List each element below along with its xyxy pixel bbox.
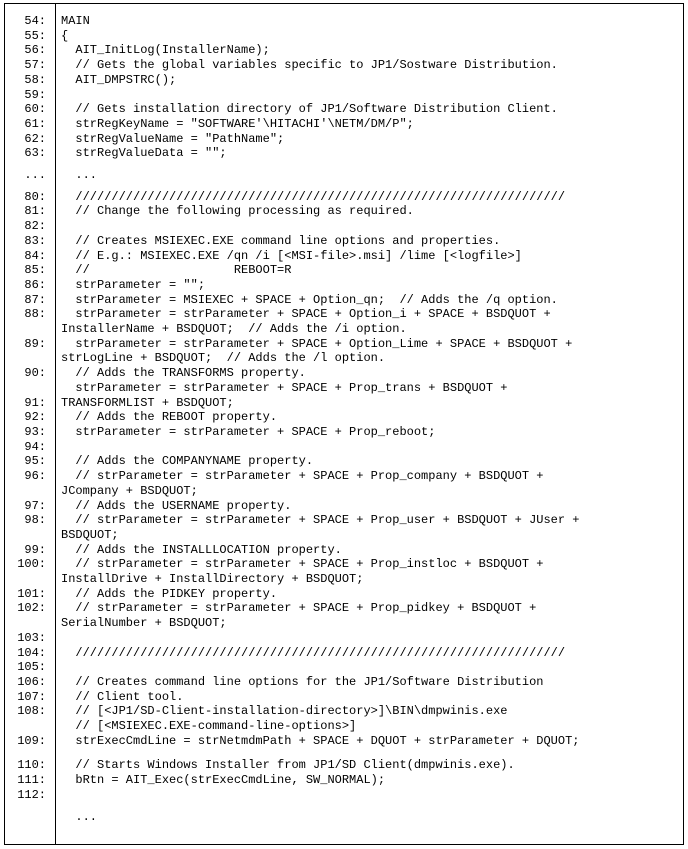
code-line bbox=[0, 513, 680, 528]
code-line bbox=[0, 616, 680, 631]
line-number: 108: bbox=[17, 704, 46, 719]
line-number: 112: bbox=[17, 787, 46, 802]
line-number: 63: bbox=[24, 146, 46, 161]
line-number: 102: bbox=[17, 601, 46, 616]
line-number bbox=[0, 381, 46, 396]
code-line bbox=[0, 601, 680, 616]
code-line bbox=[0, 528, 680, 543]
code-text: // Adds the INSTALLLOCATION property. bbox=[61, 542, 342, 557]
code-line bbox=[0, 73, 680, 88]
code-text: strParameter = strParameter + SPACE + Prop_trans + BSDQUOT + bbox=[61, 380, 508, 395]
code-text: BSDQUOT; bbox=[61, 527, 119, 542]
line-number: 107: bbox=[17, 689, 46, 704]
code-line bbox=[0, 102, 680, 117]
code-line bbox=[0, 396, 680, 411]
code-text: // strParameter = strParameter + SPACE + Prop_pidkey + BSDQUOT + bbox=[61, 601, 537, 616]
line-number: 96: bbox=[24, 469, 46, 484]
code-text: strRegValueData = ""; bbox=[61, 146, 227, 161]
code-text: TRANSFORMLIST + BSDQUOT; bbox=[61, 395, 234, 410]
code-text: strParameter = strParameter + SPACE + Option_Lime + SPACE + BSDQUOT + bbox=[61, 336, 573, 351]
line-number: 90: bbox=[24, 366, 46, 381]
code-line bbox=[0, 660, 680, 675]
line-number: 59: bbox=[24, 87, 46, 102]
code-text: JCompany + BSDQUOT; bbox=[61, 483, 198, 498]
line-number: 106: bbox=[17, 674, 46, 689]
line-number: 110: bbox=[17, 758, 46, 773]
line-number: 95: bbox=[24, 454, 46, 469]
line-number: 56: bbox=[24, 43, 46, 58]
line-number: 105: bbox=[17, 660, 46, 675]
code-line bbox=[0, 43, 680, 58]
code-line bbox=[0, 704, 680, 719]
code-text: strRegKeyName = "SOFTWARE'\HITACHI'\NETM/DM/P"; bbox=[61, 116, 414, 131]
code-text: // Creates MSIEXEC.EXE command line options and properties. bbox=[61, 233, 501, 248]
code-line bbox=[0, 293, 680, 308]
code-line bbox=[0, 675, 680, 690]
code-text: // strParameter = strParameter + SPACE + Prop_instloc + BSDQUOT + bbox=[61, 557, 544, 572]
code-text: SerialNumber + BSDQUOT; bbox=[61, 616, 227, 631]
code-text: // Creates command line options for the JP1/Software Distribution bbox=[61, 674, 544, 689]
line-number bbox=[0, 616, 46, 631]
line-number: 111: bbox=[17, 773, 46, 788]
code-line bbox=[0, 543, 680, 558]
code-text: { bbox=[61, 28, 69, 43]
code-line bbox=[0, 337, 680, 352]
code-line bbox=[0, 263, 680, 278]
line-number: 104: bbox=[17, 645, 46, 660]
code-line bbox=[0, 572, 680, 587]
code-text: AIT_DMPSTRC(); bbox=[61, 72, 177, 87]
code-text: InstallDrive + InstallDirectory + BSDQUOT; bbox=[61, 572, 364, 587]
code-line bbox=[0, 58, 680, 73]
line-gap bbox=[0, 183, 680, 190]
code-line bbox=[0, 351, 680, 366]
code-line bbox=[0, 219, 680, 234]
code-line bbox=[0, 454, 680, 469]
code-line bbox=[0, 758, 680, 773]
code-line bbox=[0, 117, 680, 132]
line-number: 103: bbox=[17, 630, 46, 645]
line-number bbox=[0, 719, 46, 734]
code-line bbox=[0, 29, 680, 44]
line-number: 101: bbox=[17, 586, 46, 601]
line-number: 92: bbox=[24, 410, 46, 425]
code-text: // Adds the REBOOT property. bbox=[61, 410, 278, 425]
code-text: ... bbox=[61, 809, 98, 824]
code-line bbox=[0, 249, 680, 264]
code-text: strParameter = strParameter + SPACE + Option_i + SPACE + BSDQUOT + bbox=[61, 307, 551, 322]
code-line bbox=[0, 146, 680, 161]
code-line bbox=[0, 278, 680, 293]
code-line bbox=[0, 719, 680, 734]
code-text: strParameter = strParameter + SPACE + Prop_reboot; bbox=[61, 424, 436, 439]
line-number bbox=[0, 484, 46, 499]
line-number: 83: bbox=[24, 233, 46, 248]
code-text: // Change the following processing as required. bbox=[61, 204, 414, 219]
code-line bbox=[0, 734, 680, 749]
code-lines bbox=[0, 14, 680, 824]
code-line bbox=[0, 484, 680, 499]
line-number: 84: bbox=[24, 248, 46, 263]
code-line bbox=[0, 646, 680, 661]
code-text: // strParameter = strParameter + SPACE + Prop_user + BSDQUOT + JUser + bbox=[61, 513, 580, 528]
line-number: 81: bbox=[24, 204, 46, 219]
code-line bbox=[0, 381, 680, 396]
line-number bbox=[0, 810, 46, 825]
code-text: //////////////////////////////////////////////////////////////////// bbox=[61, 189, 566, 204]
code-text: bRtn = AIT_Exec(strExecCmdLine, SW_NORMAL); bbox=[61, 773, 386, 788]
line-number: 62: bbox=[24, 131, 46, 146]
code-line bbox=[0, 425, 680, 440]
code-text: // Adds the USERNAME property. bbox=[61, 498, 292, 513]
code-text: strLogLine + BSDQUOT; // Adds the /l option. bbox=[61, 351, 386, 366]
line-number: 55: bbox=[24, 28, 46, 43]
line-number: 91: bbox=[24, 395, 46, 410]
code-line bbox=[0, 810, 680, 825]
line-number: 85: bbox=[24, 263, 46, 278]
line-number bbox=[0, 572, 46, 587]
code-line bbox=[0, 132, 680, 147]
code-text: // Gets the global variables specific to JP1/Sostware Distribution. bbox=[61, 58, 558, 73]
line-number: 109: bbox=[17, 733, 46, 748]
line-number: 60: bbox=[24, 102, 46, 117]
code-line bbox=[0, 690, 680, 705]
code-text: // E.g.: MSIEXEC.EXE /qn /i [<MSI-file>.msi] /lime [<logfile>] bbox=[61, 248, 522, 263]
code-text: // strParameter = strParameter + SPACE + Prop_company + BSDQUOT + bbox=[61, 469, 544, 484]
line-number: 100: bbox=[17, 557, 46, 572]
line-number: 58: bbox=[24, 72, 46, 87]
code-line bbox=[0, 234, 680, 249]
code-text: strExecCmdLine = strNetmdmPath + SPACE + DQUOT + strParameter + DQUOT; bbox=[61, 733, 580, 748]
line-number: 89: bbox=[24, 336, 46, 351]
code-text: //////////////////////////////////////////////////////////////////// bbox=[61, 645, 566, 660]
code-line bbox=[0, 773, 680, 788]
line-number bbox=[0, 528, 46, 543]
line-number: 54: bbox=[24, 14, 46, 28]
code-line bbox=[0, 190, 680, 205]
code-text: // Starts Windows Installer from JP1/SD Client(dmpwinis.exe). bbox=[61, 758, 515, 773]
code-line bbox=[0, 440, 680, 455]
line-number: 61: bbox=[24, 116, 46, 131]
code-line bbox=[0, 322, 680, 337]
code-line bbox=[0, 499, 680, 514]
code-line bbox=[0, 410, 680, 425]
line-number bbox=[0, 351, 46, 366]
code-text: strRegValueName = "PathName"; bbox=[61, 131, 285, 146]
line-gap bbox=[0, 748, 680, 758]
line-gap bbox=[0, 803, 680, 810]
code-text: MAIN bbox=[61, 14, 90, 28]
code-text: // Adds the COMPANYNAME property. bbox=[61, 454, 314, 469]
line-number: 97: bbox=[24, 498, 46, 513]
code-line bbox=[0, 557, 680, 572]
code-line bbox=[0, 788, 680, 803]
line-number: 87: bbox=[24, 292, 46, 307]
code-text: strParameter = MSIEXEC + SPACE + Option_qn; // Adds the /q option. bbox=[61, 292, 558, 307]
code-text: AIT_InitLog(InstallerName); bbox=[61, 43, 270, 58]
line-number: 94: bbox=[24, 439, 46, 454]
code-text: // REBOOT=R bbox=[61, 263, 292, 278]
line-number: 80: bbox=[24, 189, 46, 204]
code-text: // Client tool. bbox=[61, 689, 184, 704]
code-text: // [<JP1/SD-Client-installation-directory>]\BIN\dmpwinis.exe bbox=[61, 704, 508, 719]
code-text: ... bbox=[61, 168, 98, 183]
line-number: ... bbox=[24, 168, 46, 183]
line-number: 99: bbox=[24, 542, 46, 557]
line-gap bbox=[0, 161, 680, 168]
code-line bbox=[0, 88, 680, 103]
code-text: strParameter = ""; bbox=[61, 277, 206, 292]
code-line bbox=[0, 587, 680, 602]
line-number: 86: bbox=[24, 277, 46, 292]
code-text: // Adds the TRANSFORMS property. bbox=[61, 366, 306, 381]
code-line bbox=[0, 14, 680, 29]
code-text: // Adds the PIDKEY property. bbox=[61, 586, 278, 601]
code-line bbox=[0, 168, 680, 183]
code-text: // Gets installation directory of JP1/Software Distribution Client. bbox=[61, 102, 558, 117]
line-number bbox=[0, 322, 46, 337]
code-line bbox=[0, 204, 680, 219]
code-line bbox=[0, 631, 680, 646]
line-number: 57: bbox=[24, 58, 46, 73]
code-line bbox=[0, 469, 680, 484]
line-number: 82: bbox=[24, 219, 46, 234]
line-number: 88: bbox=[24, 307, 46, 322]
line-number: 98: bbox=[24, 513, 46, 528]
code-line bbox=[0, 366, 680, 381]
code-text: InstallerName + BSDQUOT; // Adds the /i option. bbox=[61, 322, 407, 337]
code-text: // [<MSIEXEC.EXE-command-line-options>] bbox=[61, 719, 357, 734]
code-line bbox=[0, 307, 680, 322]
line-number: 93: bbox=[24, 424, 46, 439]
